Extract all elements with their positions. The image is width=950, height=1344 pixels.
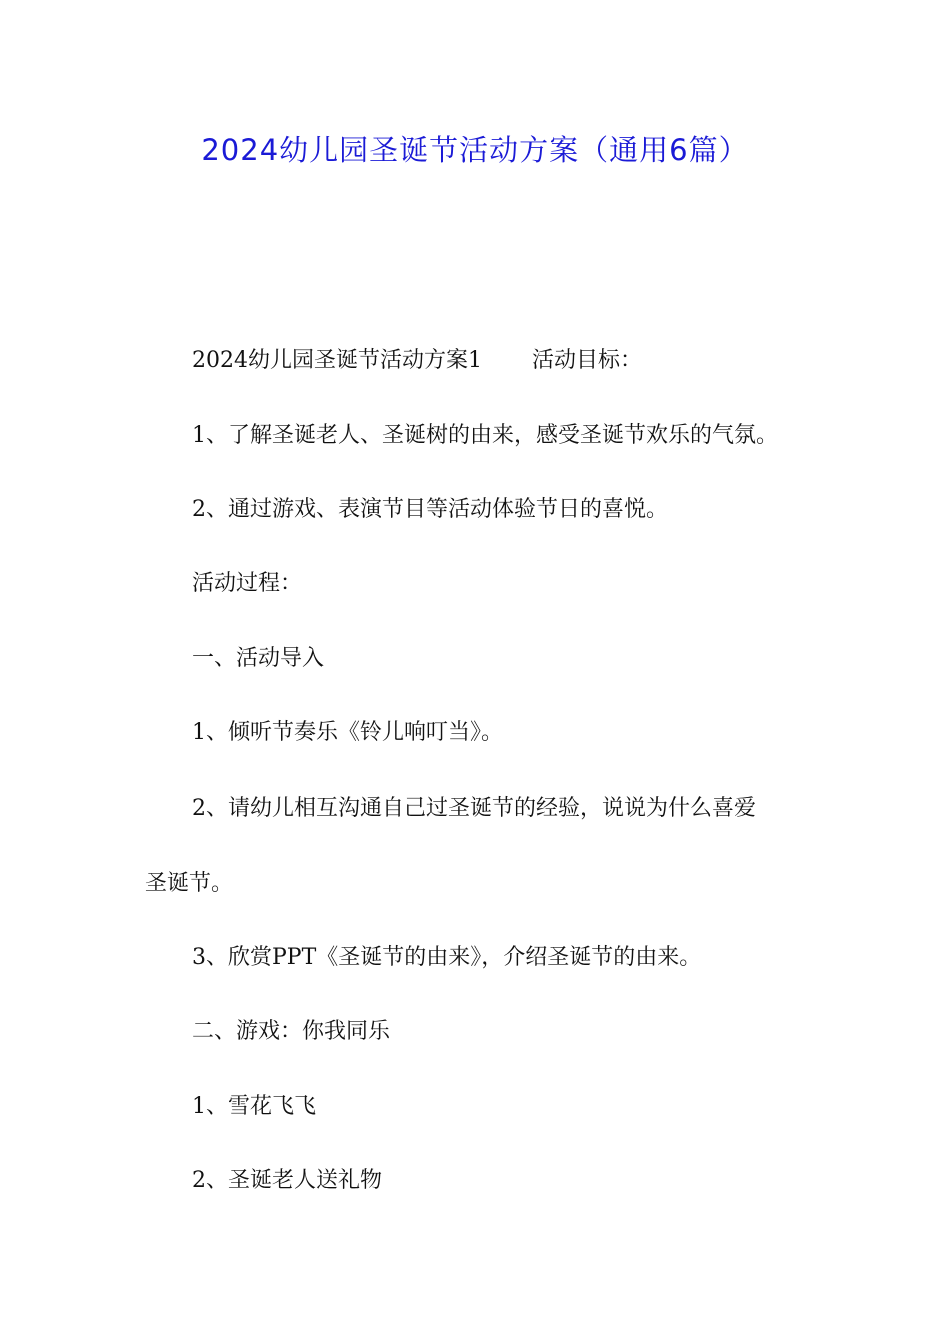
paragraph: 2、请幼儿相互沟通自己过圣诞节的经验，说说为什么喜爱 xyxy=(192,796,756,821)
paragraph: 1、雪花飞飞 xyxy=(192,1094,316,1119)
section-subtitle: 活动目标： xyxy=(532,348,643,373)
paragraph-continuation: 圣诞节。 xyxy=(145,871,234,896)
paragraph: 2、通过游戏、表演节目等活动体验节日的喜悦。 xyxy=(192,497,668,522)
paragraph: 2、圣诞老人送礼物 xyxy=(192,1168,382,1193)
paragraph-section-heading xyxy=(145,347,872,375)
section-title: 2024幼儿园圣诞节活动方案1 xyxy=(192,348,482,373)
paragraph: 一、活动导入 xyxy=(192,646,325,671)
document-title: 2024幼儿园圣诞节活动方案（通用6篇） xyxy=(201,133,749,167)
paragraph: 1、了解圣诞老人、圣诞树的由来，感受圣诞节欢乐的气氛。 xyxy=(192,423,778,448)
paragraph: 1、倾听节奏乐《铃儿响叮当》。 xyxy=(192,720,503,745)
paragraph: 活动过程： xyxy=(192,571,303,596)
paragraph: 二、游戏：你我同乐 xyxy=(192,1019,391,1044)
paragraph: 3、欣赏PPT《圣诞节的由来》，介绍圣诞节的由来。 xyxy=(192,945,702,970)
